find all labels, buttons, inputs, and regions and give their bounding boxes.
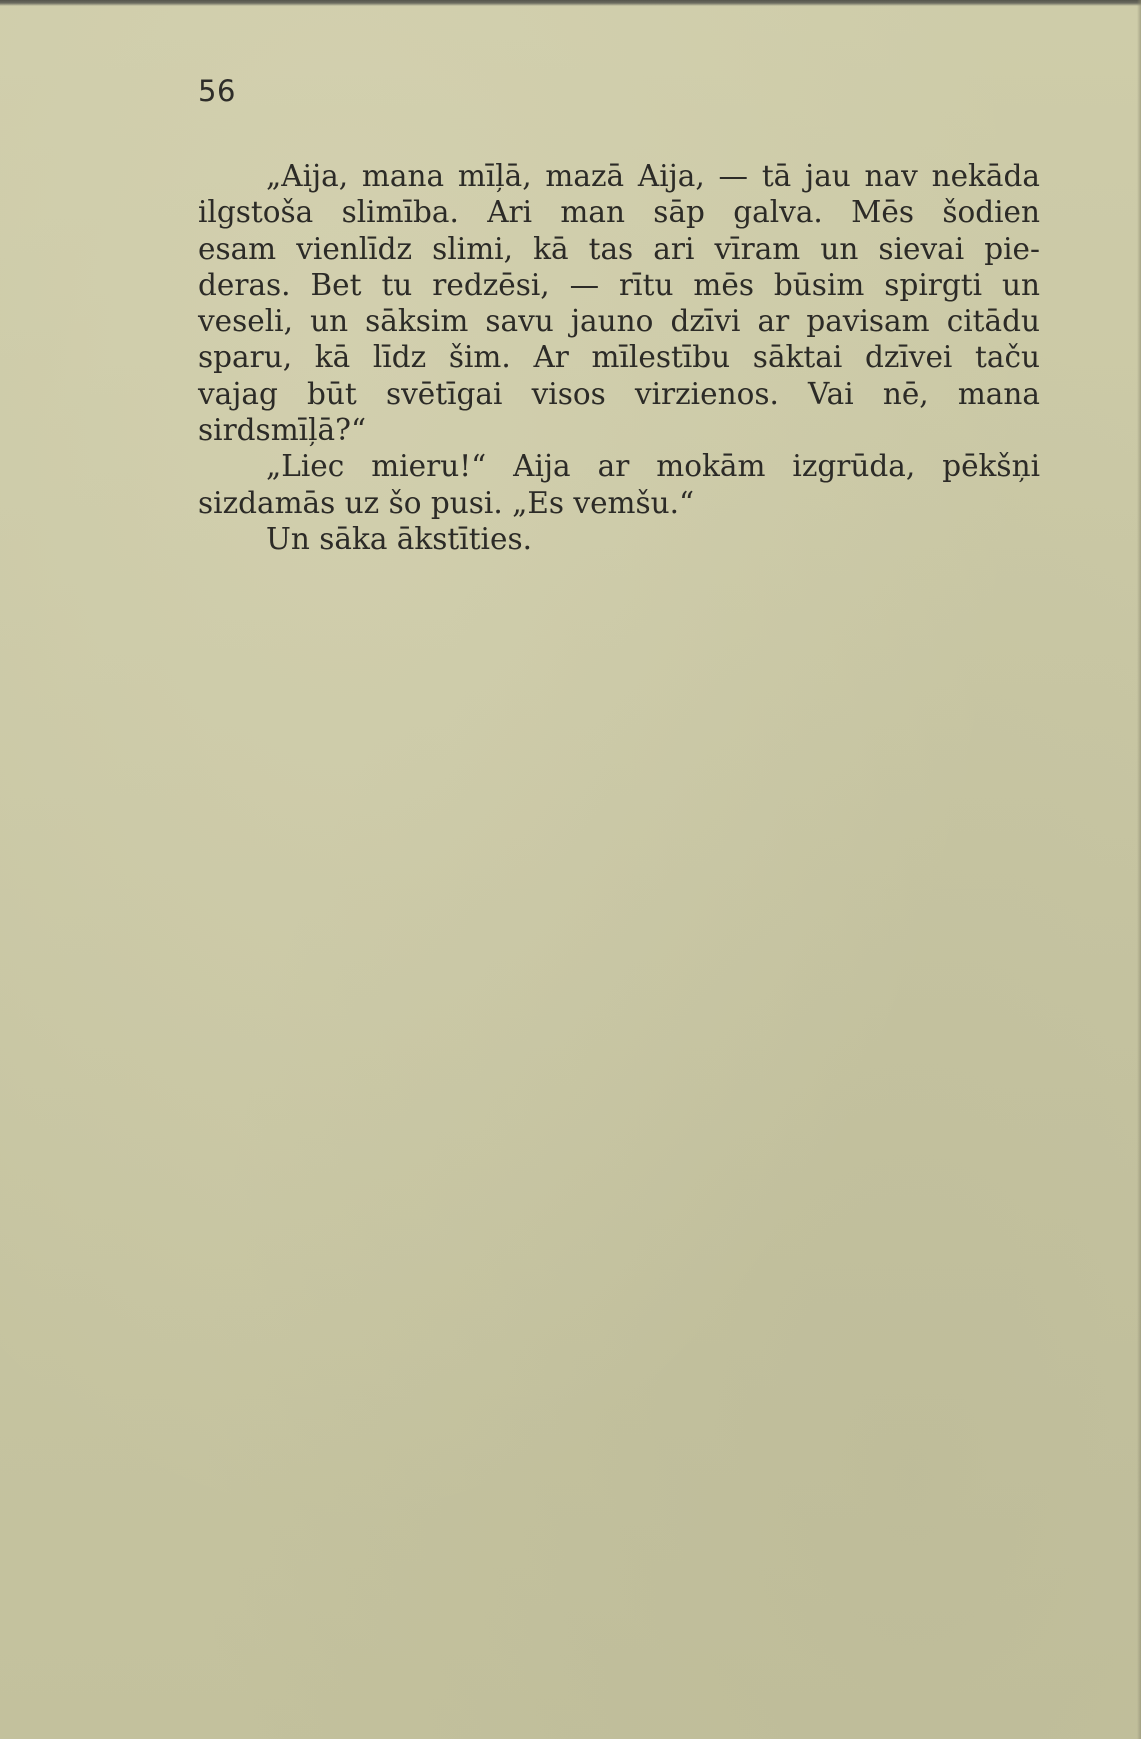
text-line: ilgstoša slimība. Ari man sāp galva. Mēs šodien — [198, 195, 1040, 230]
text-line: sparu, kā līdz šim. Ar mīlestību sāktai dzīvei taču — [198, 340, 1040, 375]
text-line: sirdsmīļā?“ — [198, 413, 367, 448]
text-line: vajag būt svētīgai visos virzienos. Vai nē, mana — [198, 376, 1040, 411]
text-line: „Liec mieru!“ Aija ar mokām izgrūda, pēkšņi — [266, 449, 1040, 484]
text-line: sizdamās uz šo pusi. „Es vemšu.“ — [198, 485, 695, 520]
text-line: veseli, un sāksim savu jauno dzīvi ar pavisam citādu — [198, 304, 1040, 339]
text-line: esam vienlīdz slimi, kā tas ari vīram un sievai pie- — [198, 231, 1040, 266]
text-line: „Aija, mana mīļā, mazā Aija, — tā jau nav nekāda — [266, 159, 1040, 193]
text-line: Un sāka ākstīties. — [266, 521, 532, 556]
page-number: 56 — [198, 74, 236, 108]
body-text — [198, 158, 1040, 557]
text-line: deras. Bet tu redzēsi, — rītu mēs būsim spirgti un — [198, 267, 1040, 302]
page-top-edge — [0, 0, 1141, 6]
page-right-edge — [1137, 0, 1141, 1739]
